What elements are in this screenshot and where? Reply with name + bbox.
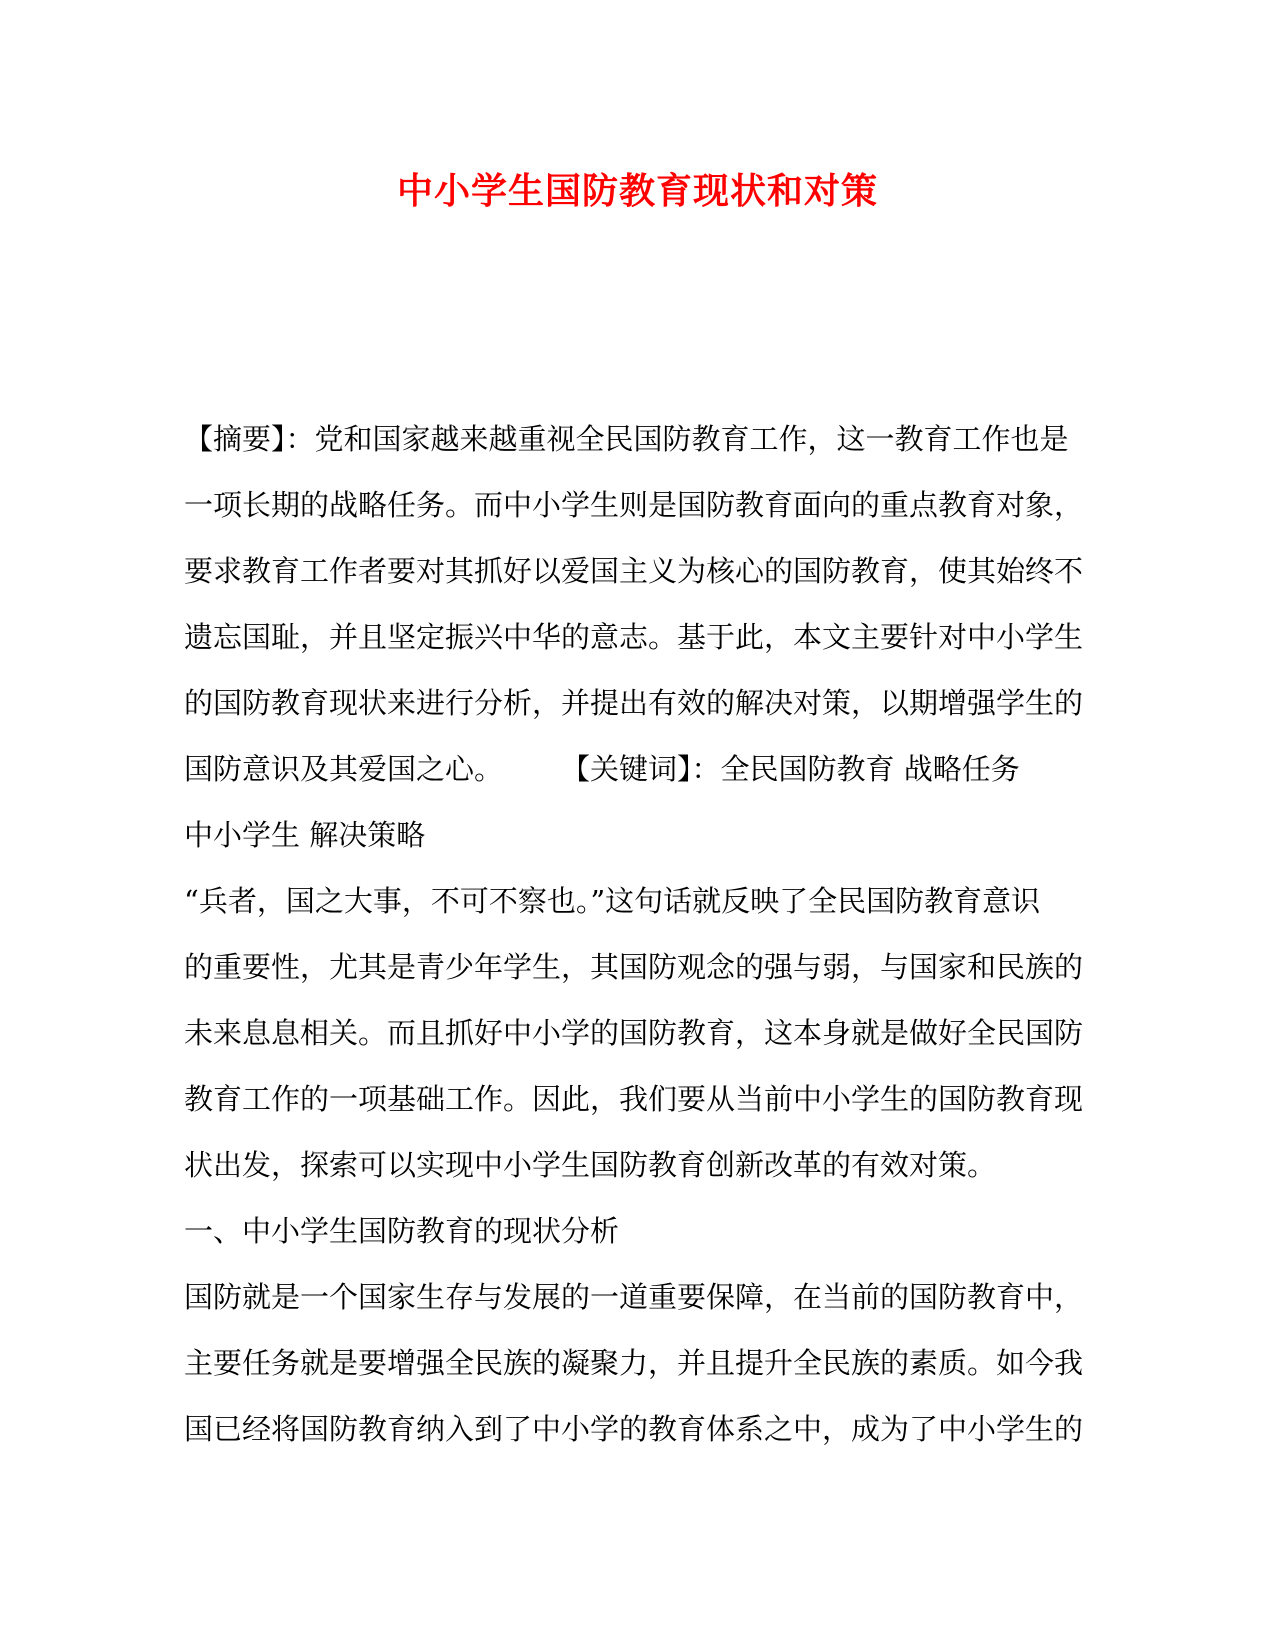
body-line: 主要任务就是要增强全民族的凝聚力，并且提升全民族的素质。如今我 xyxy=(184,1346,1084,1380)
body-line: 的重要性，尤其是青少年学生，其国防观念的强与弱，与国家和民族的 xyxy=(184,950,1084,984)
body-line: “兵者，国之大事，不可不察也。”这句话就反映了全民国防教育意识 xyxy=(184,884,1041,918)
body-line: 中小学生 解决策略 xyxy=(184,818,426,852)
body-line: 遗忘国耻，并且坚定振兴中华的意志。基于此，本文主要针对中小学生 xyxy=(184,620,1084,654)
document-title: 中小学生国防教育现状和对策 xyxy=(396,170,878,212)
body-line: 国防意识及其爱国之心。 【关键词】：全民国防教育 战略任务 xyxy=(184,752,1020,786)
body-line: 的国防教育现状来进行分析，并提出有效的解决对策，以期增强学生的 xyxy=(184,686,1084,720)
section-heading: 一、中小学生国防教育的现状分析 xyxy=(184,1214,620,1248)
body-line: 【摘要】：党和国家越来越重视全民国防教育工作，这一教育工作也是 xyxy=(184,422,1069,456)
document-body xyxy=(184,406,1084,1462)
body-line: 未来息息相关。而且抓好中小学的国防教育，这本身就是做好全民国防 xyxy=(184,1016,1084,1050)
body-line: 一项长期的战略任务。而中小学生则是国防教育面向的重点教育对象， xyxy=(184,488,1084,522)
body-line: 国防就是一个国家生存与发展的一道重要保障，在当前的国防教育中， xyxy=(184,1280,1084,1314)
body-line: 教育工作的一项基础工作。因此，我们要从当前中小学生的国防教育现 xyxy=(184,1082,1084,1116)
body-line: 状出发，探索可以实现中小学生国防教育创新改革的有效对策。 xyxy=(184,1148,997,1182)
body-line: 要求教育工作者要对其抓好以爱国主义为核心的国防教育，使其始终不 xyxy=(184,554,1084,588)
body-line: 国已经将国防教育纳入到了中小学的教育体系之中，成为了中小学生的 xyxy=(184,1412,1084,1446)
